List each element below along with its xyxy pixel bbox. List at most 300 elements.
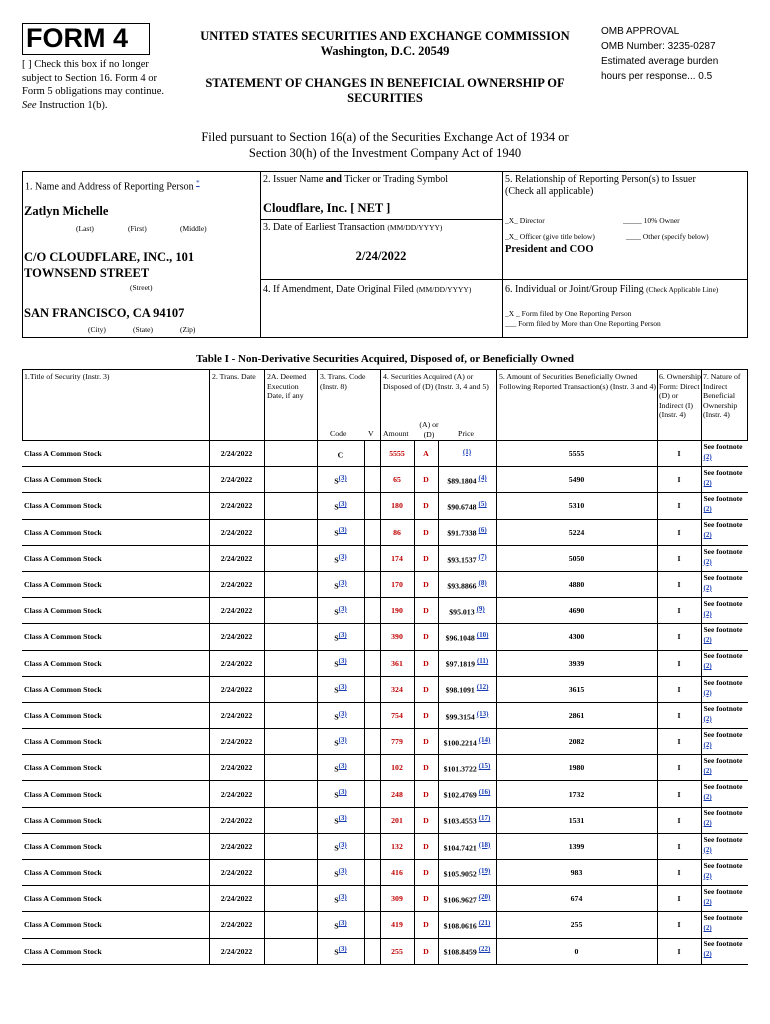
omb-approval [601, 24, 761, 84]
nature-footnote-link[interactable]: (2) [703, 505, 712, 514]
price-footnote-link[interactable]: (16) [478, 788, 491, 797]
subcol-code: Code [330, 429, 347, 438]
ownership-form: I [657, 833, 701, 859]
a-or-d: D [414, 781, 438, 807]
trans-date: 2/24/2022 [209, 807, 264, 833]
trans-code-cell [317, 729, 364, 755]
issuer-label [263, 174, 448, 186]
subcol-amount: Amount [383, 429, 409, 438]
security-title: Class A Common Stock [22, 833, 209, 859]
trans-code: S [334, 947, 339, 957]
ten-percent-owner-checkbox[interactable]: _____ 10% Owner [623, 216, 680, 225]
trans-code: S [334, 659, 339, 669]
price-footnote-link[interactable]: (5) [478, 500, 487, 509]
trans-code-cell [317, 624, 364, 650]
deemed-date [264, 912, 317, 938]
a-or-d: A [414, 441, 438, 467]
amount-owned: 674 [496, 886, 657, 912]
nature-footnote-link[interactable]: (2) [703, 452, 712, 461]
v-cell [364, 545, 380, 571]
ownership-form: I [657, 729, 701, 755]
divider [657, 369, 658, 441]
price: $100.2214 [443, 738, 477, 748]
ownership-form: I [657, 938, 701, 964]
amount-owned: 1980 [496, 755, 657, 781]
nature-footnote-link[interactable]: (2) [703, 845, 712, 854]
officer-title: President and COO [505, 244, 594, 255]
table-row [22, 938, 748, 964]
v-cell [364, 729, 380, 755]
trans-code-cell [317, 467, 364, 493]
agency-line2: Washington, D.C. 20549 [320, 44, 450, 58]
price: $90.6748 [447, 502, 477, 512]
trans-code: S [334, 555, 339, 565]
amendment-label-text: 4. If Amendment, Date Original Filed [263, 284, 414, 295]
table-row [22, 833, 748, 859]
issuer-value: Cloudflare, Inc. [ NET ] [263, 201, 391, 215]
price-cell [438, 938, 496, 964]
price-footnote-link[interactable]: (21) [478, 919, 491, 928]
nature-footnote-link[interactable]: (2) [703, 636, 712, 645]
nature-footnote-link[interactable]: (2) [703, 479, 712, 488]
price-footnote-link[interactable]: (14) [478, 735, 491, 744]
price: $93.8866 [447, 581, 477, 591]
deemed-date [264, 702, 317, 728]
price-footnote-link[interactable]: (1) [462, 447, 472, 456]
middle-label: (Middle) [180, 224, 207, 233]
deemed-date [264, 833, 317, 859]
trans-code-cell [317, 598, 364, 624]
table-title: Table I - Non-Derivative Securities Acquired, Disposed of, or Beneficially Owned [195, 353, 575, 365]
code-footnote-link[interactable]: (3) [338, 631, 347, 640]
amount: 132 [380, 833, 414, 859]
nature-text: See footnote [703, 703, 743, 713]
reporting-person-footnote-link[interactable]: * [196, 179, 200, 187]
nature-cell [701, 624, 748, 650]
ownership-form: I [657, 624, 701, 650]
price: $105.9052 [443, 869, 477, 879]
nature-text: See footnote [703, 860, 743, 870]
a-or-d: D [414, 493, 438, 519]
amount: 416 [380, 860, 414, 886]
ownership-form: I [657, 676, 701, 702]
nature-text: See footnote [703, 756, 743, 766]
a-or-d: D [414, 702, 438, 728]
table-row [22, 441, 748, 467]
nature-footnote-link[interactable]: (2) [703, 871, 712, 880]
col-trans-date: 2. Trans. Date [212, 372, 256, 381]
a-or-d: D [414, 860, 438, 886]
nature-text: See footnote [703, 441, 743, 451]
price-footnote-link[interactable]: (19) [478, 866, 491, 875]
security-title: Class A Common Stock [22, 729, 209, 755]
ownership-form: I [657, 702, 701, 728]
v-cell [364, 886, 380, 912]
trans-code-cell [317, 807, 364, 833]
trans-code: S [334, 528, 339, 538]
trans-date: 2/24/2022 [209, 571, 264, 597]
director-checkbox[interactable]: _X_ Director [505, 216, 545, 225]
code-footnote-link[interactable]: (3) [338, 788, 347, 797]
ownership-form: I [657, 912, 701, 938]
table-row [22, 781, 748, 807]
divider [209, 369, 210, 441]
ownership-form: I [657, 807, 701, 833]
omb-line4: hours per response... 0.5 [601, 71, 713, 82]
code-footnote-link[interactable]: (3) [338, 892, 347, 901]
nature-text: See footnote [703, 572, 743, 582]
amount-owned: 5224 [496, 519, 657, 545]
amount-owned: 5050 [496, 545, 657, 571]
trans-date: 2/24/2022 [209, 624, 264, 650]
price-cell [438, 755, 496, 781]
v-cell [364, 833, 380, 859]
trans-code: S [334, 895, 339, 905]
v-cell [364, 624, 380, 650]
code-footnote-link[interactable]: (3) [338, 945, 347, 954]
amount: 419 [380, 912, 414, 938]
table-row [22, 519, 748, 545]
nature-cell [701, 519, 748, 545]
price-footnote-link[interactable]: (4) [478, 473, 487, 482]
check-note-see: See [22, 99, 37, 111]
price-footnote-link[interactable]: (6) [478, 526, 487, 535]
trans-date: 2/24/2022 [209, 938, 264, 964]
code-footnote-link[interactable]: (3) [338, 840, 347, 849]
deemed-date [264, 598, 317, 624]
price-footnote-link[interactable]: (22) [478, 945, 491, 954]
price: $96.1048 [445, 633, 475, 643]
code-footnote-link[interactable]: (3) [338, 500, 347, 509]
security-title: Class A Common Stock [22, 781, 209, 807]
code-footnote-link[interactable]: (3) [338, 919, 347, 928]
amount-owned: 5555 [496, 441, 657, 467]
price: $97.1819 [445, 659, 475, 669]
trans-code: S [334, 738, 339, 748]
transactions-table [22, 440, 748, 965]
code-footnote-link[interactable]: (3) [338, 735, 347, 744]
table-row [22, 545, 748, 571]
price-cell [438, 702, 496, 728]
nature-footnote-link[interactable]: (2) [703, 531, 712, 540]
a-or-d: D [414, 807, 438, 833]
nature-footnote-link[interactable]: (2) [703, 714, 712, 723]
security-title: Class A Common Stock [22, 755, 209, 781]
trans-code: S [334, 607, 339, 617]
col-ownership-form: 6. Ownership Form: Direct (D) or Indirect (I) (Instr. 4) [659, 372, 702, 419]
deemed-date [264, 441, 317, 467]
price-footnote-link[interactable]: (18) [478, 840, 491, 849]
amount: 65 [380, 467, 414, 493]
amount: 361 [380, 650, 414, 676]
trans-code-cell [317, 545, 364, 571]
trans-code-cell [317, 833, 364, 859]
amount: 5555 [380, 441, 414, 467]
ownership-form: I [657, 860, 701, 886]
nature-footnote-link[interactable]: (2) [703, 688, 712, 697]
trans-code: S [334, 686, 339, 696]
nature-text: See footnote [703, 468, 743, 478]
code-footnote-link[interactable]: (3) [338, 683, 347, 692]
trans-code-cell [317, 938, 364, 964]
trans-date: 2/24/2022 [209, 545, 264, 571]
other-checkbox[interactable]: ____ Other (specify below) [626, 232, 709, 241]
street-line1: C/O CLOUDFLARE, INC., 101 [24, 250, 195, 264]
price: $102.4769 [443, 790, 477, 800]
trans-date: 2/24/2022 [209, 860, 264, 886]
price: $101.3722 [443, 764, 477, 774]
trans-date: 2/24/2022 [209, 467, 264, 493]
price-footnote-link[interactable]: (15) [478, 762, 491, 771]
ownership-form: I [657, 519, 701, 545]
price-cell [438, 545, 496, 571]
a-or-d: D [414, 519, 438, 545]
code-footnote-link[interactable]: (3) [338, 473, 347, 482]
trans-code-cell [317, 781, 364, 807]
price: $104.7421 [443, 843, 477, 853]
deemed-date [264, 467, 317, 493]
divider [260, 219, 502, 220]
security-title: Class A Common Stock [22, 598, 209, 624]
security-title: Class A Common Stock [22, 886, 209, 912]
trans-code: S [334, 790, 339, 800]
nature-footnote-link[interactable]: (2) [703, 924, 712, 933]
nature-cell [701, 807, 748, 833]
col-nature-indirect: 7. Nature of Indirect Beneficial Ownership (Instr. 4) [703, 372, 741, 419]
amount: 190 [380, 598, 414, 624]
filing-one-person-option[interactable]: _X _ Form filed by One Reporting Person [505, 309, 632, 318]
nature-footnote-link[interactable]: (2) [703, 662, 712, 671]
nature-cell [701, 650, 748, 676]
subcol-a-or-d: (A) or (D) [419, 420, 439, 439]
trans-date: 2/24/2022 [209, 886, 264, 912]
trans-code: S [334, 581, 339, 591]
v-cell [364, 467, 380, 493]
price: $98.1091 [445, 686, 475, 696]
filing-multiple-person-option[interactable]: ___ Form filed by More than One Reporting Person [505, 319, 661, 328]
amount: 170 [380, 571, 414, 597]
security-title: Class A Common Stock [22, 702, 209, 728]
table-row [22, 571, 748, 597]
nature-footnote-link[interactable]: (2) [703, 740, 712, 749]
issuer-label-a: 2. Issuer Name [263, 174, 324, 185]
amount-owned: 1399 [496, 833, 657, 859]
form-title: FORM 4 [22, 23, 150, 55]
a-or-d: D [414, 467, 438, 493]
nature-cell [701, 729, 748, 755]
trans-code: S [334, 843, 339, 853]
relationship-label-line1: 5. Relationship of Reporting Person(s) to Issuer [505, 174, 696, 185]
security-title: Class A Common Stock [22, 545, 209, 571]
nature-footnote-link[interactable]: (2) [703, 819, 712, 828]
ownership-form: I [657, 755, 701, 781]
subcol-v: V [368, 429, 374, 438]
price-footnote-link[interactable]: (17) [478, 814, 491, 823]
check-box-note[interactable] [22, 58, 172, 112]
security-title: Class A Common Stock [22, 676, 209, 702]
nature-cell [701, 781, 748, 807]
table-row [22, 493, 748, 519]
security-title: Class A Common Stock [22, 493, 209, 519]
table-row [22, 467, 748, 493]
trans-date: 2/24/2022 [209, 441, 264, 467]
ownership-form: I [657, 467, 701, 493]
trans-date: 2/24/2022 [209, 729, 264, 755]
price-footnote-link[interactable]: (11) [476, 657, 489, 666]
code-footnote-link[interactable]: (3) [338, 578, 347, 587]
filed-pursuant [120, 129, 650, 161]
code-footnote-link[interactable]: (3) [338, 709, 347, 718]
table-row [22, 598, 748, 624]
trans-code: C [337, 450, 344, 460]
deemed-date [264, 650, 317, 676]
nature-footnote-link[interactable]: (2) [703, 793, 712, 802]
reporting-person-label [25, 177, 200, 193]
v-cell [364, 912, 380, 938]
code-footnote-link[interactable]: (3) [338, 814, 347, 823]
a-or-d: D [414, 912, 438, 938]
nature-cell [701, 860, 748, 886]
table-row [22, 729, 748, 755]
price-footnote-link[interactable]: (10) [476, 631, 489, 640]
trans-code: S [334, 712, 339, 722]
v-cell [364, 807, 380, 833]
divider [264, 369, 265, 441]
nature-text: See footnote [703, 913, 743, 923]
nature-text: See footnote [703, 494, 743, 504]
v-cell [364, 755, 380, 781]
trans-date: 2/24/2022 [209, 676, 264, 702]
amount-owned: 4880 [496, 571, 657, 597]
price-cell [438, 912, 496, 938]
code-footnote-link[interactable]: (3) [338, 604, 347, 613]
issuer-label-and: and [325, 174, 342, 185]
deemed-date [264, 493, 317, 519]
filing-label-small: (Check Applicable Line) [646, 285, 719, 294]
nature-footnote-link[interactable]: (2) [703, 767, 712, 776]
divider [380, 369, 381, 441]
price-footnote-link[interactable]: (8) [478, 578, 487, 587]
nature-text: See footnote [703, 546, 743, 556]
nature-footnote-link[interactable]: (2) [703, 898, 712, 907]
col-trans-code: 3. Trans. Code (Instr. 8) [320, 372, 366, 391]
trans-code-cell [317, 886, 364, 912]
code-footnote-link[interactable]: (3) [338, 762, 347, 771]
amount: 180 [380, 493, 414, 519]
divider [496, 369, 497, 441]
last-label: (Last) [76, 224, 94, 233]
nature-cell [701, 441, 748, 467]
nature-text: See footnote [703, 939, 743, 949]
first-label: (First) [128, 224, 147, 233]
nature-footnote-link[interactable]: (2) [703, 557, 712, 566]
amount: 255 [380, 938, 414, 964]
code-footnote-link[interactable]: (3) [338, 657, 347, 666]
ownership-form: I [657, 545, 701, 571]
table-row [22, 912, 748, 938]
price-footnote-link[interactable]: (20) [478, 892, 491, 901]
nature-footnote-link[interactable]: (2) [703, 583, 712, 592]
security-title: Class A Common Stock [22, 938, 209, 964]
amount-owned: 4690 [496, 598, 657, 624]
security-title: Class A Common Stock [22, 519, 209, 545]
nature-cell [701, 493, 748, 519]
price: $91.7338 [447, 528, 477, 538]
nature-text: See footnote [703, 520, 743, 530]
trans-date: 2/24/2022 [209, 598, 264, 624]
trans-code: S [334, 502, 339, 512]
price-footnote-link[interactable]: (7) [478, 552, 487, 561]
security-title: Class A Common Stock [22, 571, 209, 597]
price-cell [438, 467, 496, 493]
v-cell [364, 702, 380, 728]
amount: 248 [380, 781, 414, 807]
price-cell [438, 493, 496, 519]
amount-owned: 0 [496, 938, 657, 964]
ownership-form: I [657, 886, 701, 912]
filing-label [505, 284, 747, 296]
trans-code: S [334, 817, 339, 827]
security-title: Class A Common Stock [22, 650, 209, 676]
deemed-date [264, 571, 317, 597]
amount-owned: 1732 [496, 781, 657, 807]
check-note-instr: Instruction 1(b). [39, 99, 108, 111]
relationship-label-line2: (Check all applicable) [505, 186, 594, 197]
trans-code: S [334, 633, 339, 643]
price-footnote-link[interactable]: (9) [476, 604, 485, 613]
v-cell [364, 571, 380, 597]
trans-date: 2/24/2022 [209, 702, 264, 728]
nature-footnote-link[interactable]: (2) [703, 950, 712, 959]
omb-line1: OMB APPROVAL [601, 26, 680, 37]
price: $108.0616 [443, 921, 477, 931]
reporting-person-name: Zatlyn Michelle [24, 204, 109, 218]
a-or-d: D [414, 598, 438, 624]
code-footnote-link[interactable]: (3) [338, 552, 347, 561]
trans-code-cell [317, 860, 364, 886]
price-footnote-link[interactable]: (13) [476, 709, 489, 718]
trans-code-cell [317, 441, 364, 467]
nature-cell [701, 886, 748, 912]
nature-footnote-link[interactable]: (2) [703, 609, 712, 618]
trans-code: S [334, 476, 339, 486]
security-title: Class A Common Stock [22, 624, 209, 650]
code-footnote-link[interactable]: (3) [338, 526, 347, 535]
nature-cell [701, 571, 748, 597]
trans-date: 2/24/2022 [209, 912, 264, 938]
issuer-label-b: Ticker or Trading Symbol [344, 174, 449, 185]
earliest-transaction-date: 2/24/2022 [355, 249, 407, 263]
deemed-date [264, 755, 317, 781]
trans-code-cell [317, 676, 364, 702]
a-or-d: D [414, 650, 438, 676]
filed-line2: Section 30(h) of the Investment Company Act of 1940 [248, 146, 522, 160]
code-footnote-link[interactable]: (3) [338, 866, 347, 875]
price-cell [438, 781, 496, 807]
filed-line1: Filed pursuant to Section 16(a) of the Securities Exchange Act of 1934 or [201, 130, 569, 144]
nature-cell [701, 467, 748, 493]
trans-date: 2/24/2022 [209, 493, 264, 519]
table-row [22, 650, 748, 676]
trans-date: 2/24/2022 [209, 650, 264, 676]
agency-heading [175, 29, 595, 59]
col-deemed-execution: 2A. Deemed Execution Date, if any [267, 372, 307, 400]
price-footnote-link[interactable]: (12) [476, 683, 489, 692]
officer-checkbox[interactable]: _X_ Officer (give title below) [505, 232, 595, 241]
v-cell [364, 781, 380, 807]
ownership-form: I [657, 493, 701, 519]
trans-date: 2/24/2022 [209, 519, 264, 545]
